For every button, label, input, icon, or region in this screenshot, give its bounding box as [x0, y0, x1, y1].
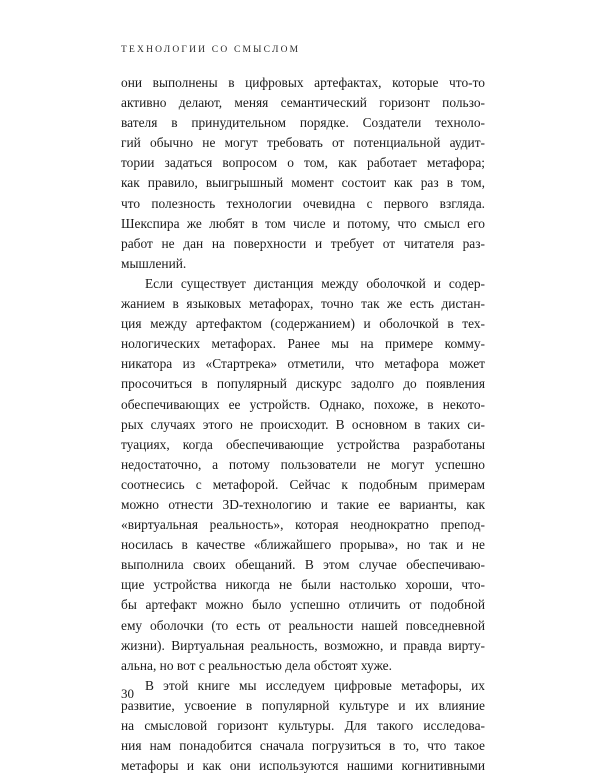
text-line: щие устройства никогда не были настолько хороши, что-	[121, 577, 485, 593]
text-line: как правило, выигрышный момент состоит как раз в том,	[121, 175, 485, 191]
text-line: никатора из «Стартрека» отметили, что метафора может	[121, 356, 485, 372]
page-number: 30	[121, 686, 134, 701]
text-line: что полезность технологии очевидна с первого взгляда.	[121, 195, 485, 211]
text-line: метафоры и как они используются нашими когнитивными	[121, 758, 485, 774]
text-line: гий обычно не могут требовать от потенциальной аудит-	[121, 135, 485, 151]
text-line: обеспечивающих ее устройств. Однако, похоже, в некото-	[121, 396, 485, 412]
text-line: работ не дан на поверхности и требует от читателя раз-	[121, 235, 485, 251]
text-line: Если существует дистанция между оболочкой и содер-	[145, 275, 485, 291]
text-line: В этой книге мы исследуем цифровые метафоры, их	[145, 677, 485, 693]
text-line: жизни). Виртуальная реальность, возможно, и правда вирту-	[121, 637, 485, 653]
text-line: рых случаях этого не происходит. В основном в таких си-	[121, 416, 485, 432]
text-line: «виртуальная реальность», которая неоднократно препод-	[121, 517, 485, 533]
text-line: мышлений.	[121, 255, 187, 271]
text-line: альна, но вот с реальностью дела обстоят хуже.	[121, 657, 392, 673]
text-line: развитие, усвоение в популярной культуре и их влияние	[121, 697, 485, 713]
text-line: туациях, когда обеспечивающие устройства разработаны	[121, 436, 485, 452]
text-line: бы артефакт можно было успешно отличить от подобной	[121, 597, 485, 613]
text-line: просочиться в популярный дискурс задолго до появления	[121, 376, 485, 392]
text-line: жанием в языковых метафорах, точно так же есть дистан-	[121, 296, 485, 312]
text-line: ния нам понадобится сначала погрузиться в то, что такое	[121, 738, 485, 754]
text-line: недостаточно, а потому пользователи не могут успешно	[121, 456, 485, 472]
text-line: они выполнены в цифровых артефактах, которые что-то	[121, 75, 485, 90]
paragraph	[121, 676, 485, 776]
text-line: носилась в качестве «ближайшего прорыва», но так и не	[121, 537, 485, 553]
text-line: выполнила своих обещаний. В этом случае обеспечиваю-	[121, 557, 485, 573]
text-line: активно делают, меняя семантический горизонт пользо-	[121, 95, 485, 111]
paragraph	[121, 274, 485, 676]
text-line: нологических метафорах. Ранее мы на примере комму-	[121, 336, 485, 352]
text-line: ция между артефактом (содержанием) и оболочкой в тех-	[121, 316, 485, 332]
text-line: можно отнести 3D-технологию и такие ее варианты, как	[121, 496, 485, 512]
text-line: Шекспира же любят в том числе и потому, что смысл его	[121, 215, 485, 231]
text-line: на смысловой горизонт культуры. Для такого исследова-	[121, 718, 485, 733]
text-line: соотнесись с метафорой. Сейчас к подобным примерам	[121, 476, 485, 492]
running-header: ТЕХНОЛОГИИ СО СМЫСЛОМ	[121, 45, 301, 55]
text-line: вателя в принудительном порядке. Создатели техноло-	[121, 115, 485, 131]
text-line: ему оболочки (то есть от реальности нашей повседневной	[121, 617, 485, 633]
text-line: тории задаться вопросом о том, как работает метафора;	[121, 155, 485, 171]
body-text	[121, 73, 485, 776]
paragraph	[121, 73, 485, 274]
